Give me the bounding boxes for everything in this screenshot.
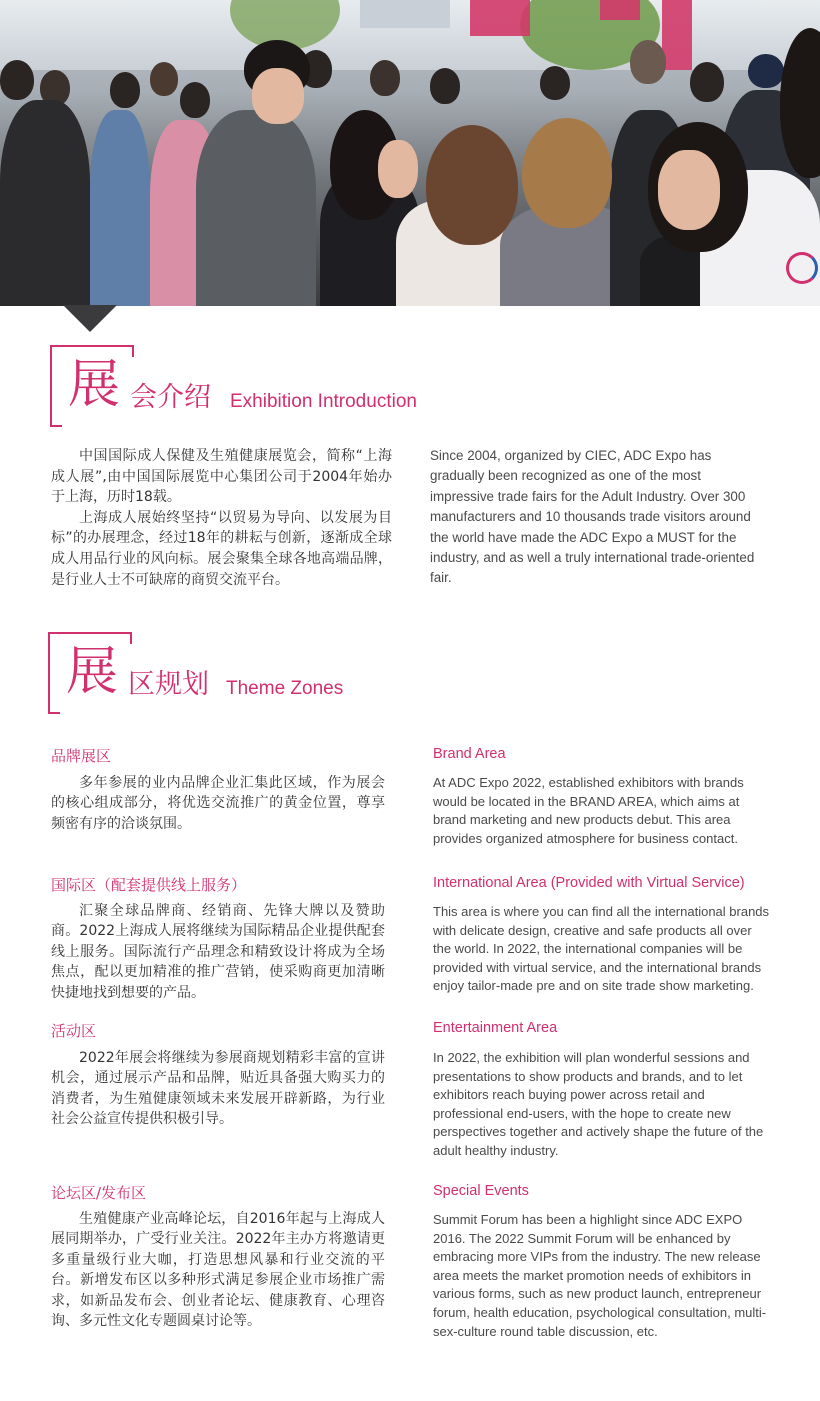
zone-title-en: Special Events xyxy=(433,1183,529,1199)
intro-text-cn xyxy=(51,446,392,590)
intro-text-en xyxy=(430,446,766,589)
zones-heading-cn: 区规划 xyxy=(128,669,209,700)
intro-heading-cn: 会介绍 xyxy=(130,382,211,413)
intro-en-paragraph: Since 2004, organized by CIEC, ADC Expo has gradually been recognized as one of the most impressive trade fairs for the Adult Industry. Over 300 manufacturers and 10 thousands trade visitors around the world have made the ADC Expo a MUST for the industry, and as well a truly international trade-oriented fair. xyxy=(430,448,755,586)
zone-title-cn: 活动区 xyxy=(51,1022,97,1040)
zones-heading-big-char: 展 xyxy=(66,642,119,702)
intro-heading-en: Exhibition Introduction xyxy=(230,391,417,412)
zone-text-en: Summit Forum has been a highlight since ADC EXPO 2016. The 2022 Summit Forum will be enhanced by embracing more VIPs from the industry. The new release area meets the market promotion needs of exhibitors in various forms, such as new product launch, entrepreneur forum, health education, psychological consultation, multi-sex-culture round table discussion, etc. xyxy=(433,1212,767,1339)
zone-title-cn: 国际区（配套提供线上服务） xyxy=(51,876,247,894)
hero-photo xyxy=(0,0,820,306)
zone-text-cn: 2022年展会将继续为参展商规划精彩丰富的宣讲机会，通过展示产品和品牌，贴近具备强大购买力的消费者，为生殖健康领域未来发展开辟新路，为行业社会公益宣传提供积极引导。 xyxy=(51,1050,385,1128)
zone-text-cn: 生殖健康产业高峰论坛，自2016年起与上海成人展同期举办，广受行业关注。2022年主办方将邀请更多重量级行业大咖，打造思想风暴和行业交流的平台。新增发布区以多种形式满足参展企业市场推广需求，如新品发布会、创业者论坛、健康教育、心理咨询、多元性文化专题圆桌讨论等。 xyxy=(51,1211,385,1330)
zone-text-en: This area is where you can find all the international brands with delicate design, creative and safe products all over the world. In 2022, the international companies will be provided with virtual service, and the international brands enjoy tailor-made pre and on site trade show marketing. xyxy=(433,904,770,994)
zone-text-cn: 汇聚全球品牌商、经销商、先锋大牌以及赞助商。2022上海成人展将继续为国际精品企业提供配套线上服务。国际流行产品理念和精致设计将成为全场焦点，配以更加精准的推广营销，使采购商更加清晰快捷地找到想要的产品。 xyxy=(51,903,385,1001)
intro-cn-paragraph: 上海成人展始终坚持“以贸易为导向、以发展为目标”的办展理念，经过18年的耕耘与创新，逐渐成全球成人用品行业的风向标。展会聚集全球各地高端品牌，是行业人士不可缺席的商贸交流平台。 xyxy=(51,509,392,588)
zone-text-cn: 多年参展的业内品牌企业汇集此区域，作为展会的核心组成部分，将优选交流推广的黄金位置，尊享频密有序的洽谈氛围。 xyxy=(51,775,385,832)
zone-title-en: Brand Area xyxy=(433,746,506,762)
intro-heading-big-char: 展 xyxy=(68,355,121,415)
zone-title-en: International Area (Provided with Virtual Service) xyxy=(433,875,745,891)
intro-heading xyxy=(50,345,470,430)
zones-heading xyxy=(48,632,428,717)
zone-text-en: At ADC Expo 2022, established exhibitors with brands would be located in the BRAND AREA, which aims at brand marketing and new products debut. This area provides organized atmosphere for business contact. xyxy=(433,775,744,846)
hero-pointer xyxy=(63,305,117,332)
zones-heading-en: Theme Zones xyxy=(226,678,344,699)
zone-text-en: In 2022, the exhibition will plan wonderful sessions and presentations to show products and brands, and to let exhibitors reach buying power across retail and professional end-users, with the hope to create new perspectives together and actively shape the future of the adult healthy industry. xyxy=(433,1050,764,1158)
zone-title-cn: 品牌展区 xyxy=(51,747,112,765)
zone-title-cn: 论坛区/发布区 xyxy=(51,1184,147,1202)
intro-cn-paragraph: 中国国际成人保健及生殖健康展览会，简称“上海成人展”,由中国国际展览中心集团公司于2004年始办于上海，历时18载。 xyxy=(51,448,392,506)
zone-title-en: Entertainment Area xyxy=(433,1020,558,1036)
